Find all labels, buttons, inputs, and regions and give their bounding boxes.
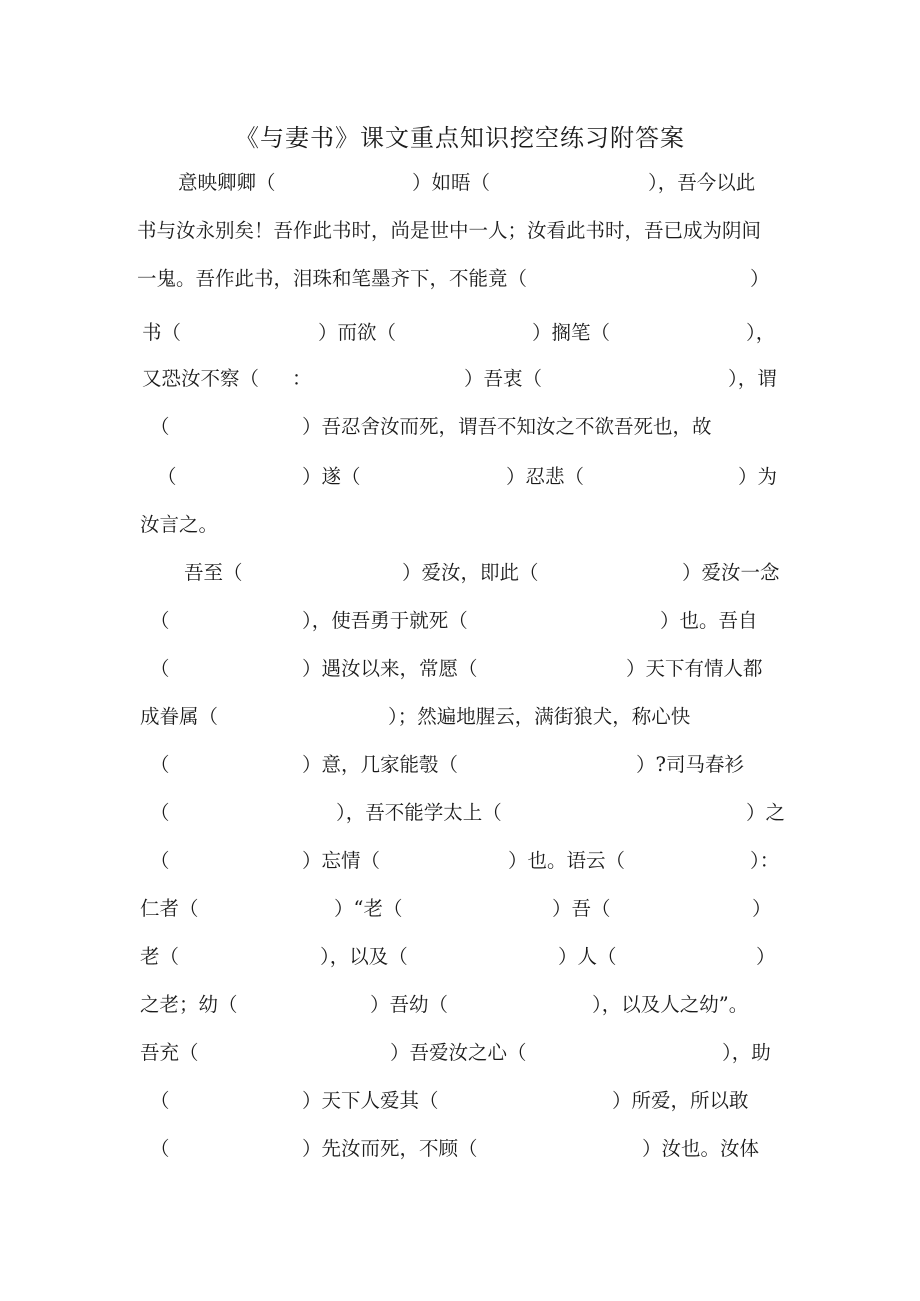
- text-segment: （: [150, 415, 170, 438]
- text-segment: （: [150, 609, 170, 632]
- text-segment: 吾充（: [140, 1041, 199, 1064]
- text-segment: ）而欲（: [318, 321, 397, 344]
- text-segment: ）忘情（: [302, 849, 381, 872]
- text-segment: ）人（: [558, 945, 617, 968]
- text-segment: （: [150, 849, 170, 872]
- text-segment: ），助: [722, 1041, 771, 1064]
- text-segment: ）：: [750, 849, 780, 872]
- text-segment: ）天下人爱其（: [302, 1089, 439, 1112]
- text-segment: ）吾衷（: [464, 367, 543, 390]
- text-segment: ：: [292, 367, 312, 390]
- text-segment: ）先汝而死，不顾（: [302, 1137, 478, 1160]
- text-segment: ）遂（: [302, 465, 361, 488]
- text-segment: ）: [756, 945, 776, 968]
- text-segment: ）遇汝以来，常愿（: [302, 657, 478, 680]
- text-segment: ）爱汝，即此（: [402, 561, 539, 584]
- text-segment: 书（: [142, 321, 182, 344]
- text-segment: ）意，几家能彀（: [302, 753, 459, 776]
- text-segment: 吾至（: [184, 561, 243, 584]
- text-segment: ），: [746, 321, 776, 344]
- text-segment: （: [150, 1089, 170, 1112]
- text-segment: 之老；幼（: [140, 993, 238, 1016]
- text-segment: ），使吾勇于就死（: [302, 609, 468, 632]
- text-segment: ）之: [746, 801, 786, 824]
- text-segment: ）爱汝一念: [682, 561, 780, 584]
- text-segment: （: [150, 657, 170, 680]
- text-segment: ）为: [738, 465, 778, 488]
- text-segment: ）忍悲（: [506, 465, 585, 488]
- text-segment: ），以及（: [320, 945, 408, 968]
- text-segment: ），以及人之幼”。: [592, 993, 749, 1016]
- text-segment: （: [150, 753, 170, 776]
- text-segment: ）所爱，所以敢: [612, 1089, 749, 1112]
- text-segment: ）吾忍舍汝而死，谓吾不知汝之不欲吾死也，故: [302, 415, 712, 438]
- text-segment: 意映卿卿（: [178, 171, 276, 194]
- text-segment: （: [150, 801, 170, 824]
- text-segment: ）；然遍地腥云，满街狼犬，称心快: [388, 705, 691, 728]
- text-segment: 成眷属（: [140, 705, 219, 728]
- text-segment: ），吾不能学太上（: [336, 801, 502, 824]
- text-segment: ）如晤（: [412, 171, 491, 194]
- text-segment: ）也。吾自: [660, 609, 758, 632]
- text-segment: ）汝也。汝体: [642, 1137, 760, 1160]
- text-segment: ）吾爱汝之心（: [390, 1041, 527, 1064]
- text-segment: ）也。语云（: [508, 849, 626, 872]
- text-segment: ）吾（: [552, 897, 611, 920]
- text-segment: ）: [752, 897, 772, 920]
- text-segment: ）吾幼（: [370, 993, 449, 1016]
- text-segment: （: [157, 465, 177, 488]
- text-segment: ），谓: [728, 367, 777, 390]
- text-segment: （: [150, 1137, 170, 1160]
- page-title: 《与妻书》课文重点知识挖空练习附答案: [235, 124, 685, 152]
- text-segment: 老（: [140, 945, 180, 968]
- text-segment: ）“老（: [334, 897, 403, 920]
- text-segment: 一鬼。吾作此书，泪珠和笔墨齐下，不能竟（: [137, 267, 528, 290]
- text-segment: 书与汝永别矣！吾作此书时，尚是世中一人；汝看此书时，吾已成为阴间: [137, 219, 762, 242]
- text-segment: 汝言之。: [140, 513, 219, 536]
- text-segment: 又恐汝不察（: [142, 367, 260, 390]
- text-segment: ）天下有情人都: [626, 657, 763, 680]
- text-segment: ）搁笔（: [532, 321, 611, 344]
- text-segment: ），吾今以此: [648, 171, 756, 194]
- text-segment: 仁者（: [140, 897, 199, 920]
- text-segment: ）: [750, 267, 770, 290]
- text-segment: ）?司马春衫: [636, 753, 744, 776]
